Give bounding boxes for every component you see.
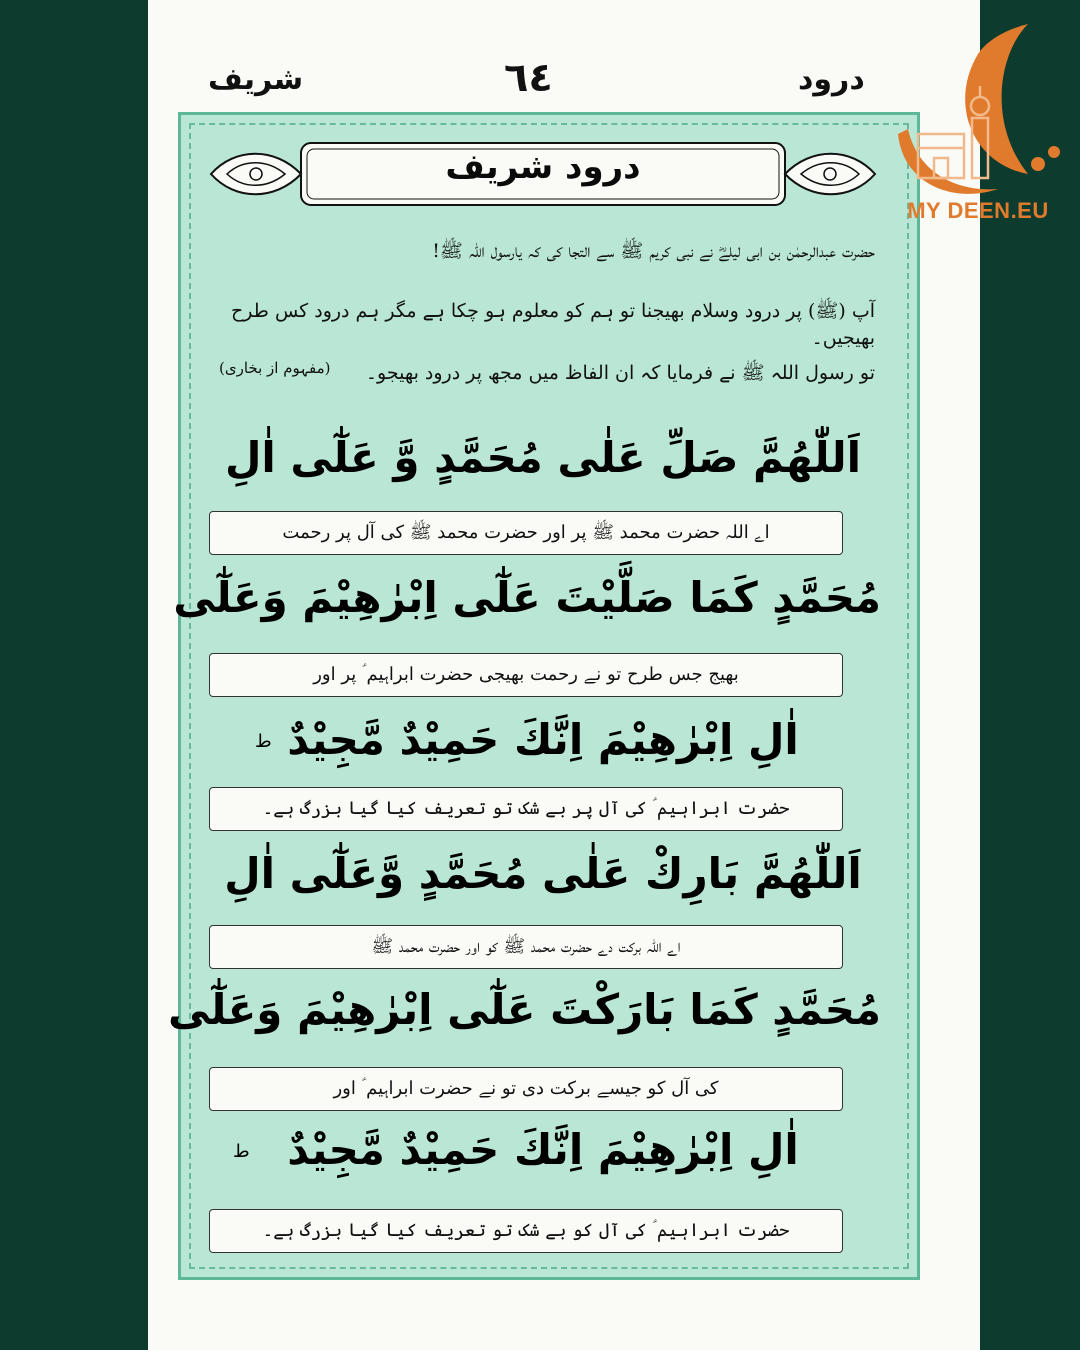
arabic-line-1: اَللّٰهُمَّ صَلِّ عَلٰى مُحَمَّدٍ وَّ عَلٰٓى اٰلِ [224,433,862,482]
verse-end-mark: ط [233,1141,250,1162]
verse-end-mark: ط [255,731,272,752]
translation-line-4: اے اللہ برکت دے حضرت محمد ﷺ کو اور حضرت محمد ﷺ [209,925,843,969]
running-head-right: درود [798,62,865,97]
intro-line-1: حضرت عبدالرحمٰن بن ابی لیلےؓ نے نبی کریم ﷺ سے التجا کی کہ یارسول اللہ ﷺ! [432,240,875,262]
translation-line-3: حضرت ابراہیم ؑ کی آل پر بے شک تو تعریف کیا گیا بزرگ ہے۔ [209,787,843,831]
page-number: ٦٤ [504,55,553,101]
arabic-line-4: اَللّٰهُمَّ بَارِكْ عَلٰى مُحَمَّدٍ وَّعَلٰٓى اٰلِ [224,849,862,898]
arabic-line-6: اٰلِ اِبْرٰهِيْمَ اِنَّكَ حَمِيْدٌ مَّجِيْدٌ [287,1125,799,1174]
hadith-reference: (مفہوم از بخاری) [219,359,331,377]
intro-line-3: تو رسول اللہ ﷺ نے فرمایا کہ ان الفاظ میں مجھ پر درود بھیجو۔ [365,362,875,384]
translation-line-2: بھیج جس طرح تو نے رحمت بھیجی حضرت ابراہیم ؑ پر اور [209,653,843,697]
arabic-line-2: مُحَمَّدٍ كَمَا صَلَّيْتَ عَلٰٓى اِبْرٰهِيْمَ وَعَلٰٓى [173,573,881,622]
arabic-line-5: مُحَمَّدٍ كَمَا بَارَكْتَ عَلٰٓى اِبْرٰهِيْمَ وَعَلٰٓى [167,985,881,1034]
translation-line-6: حضرت ابراہیم ؑ کی آل کو بے شک تو تعریف کیا گیا بزرگ ہے۔ [209,1209,843,1253]
ornamental-frame [167,112,920,1280]
book-page [148,0,980,1350]
logo-text: MY DEEN.EU [907,198,1049,223]
translation-line-1: اے اللہ حضرت محمد ﷺ پر اور حضرت محمد ﷺ کی آل پر رحمت [209,511,843,555]
page-title: درود شریف [445,147,641,187]
title-banner [205,137,881,211]
arabic-line-3: اٰلِ اِبْرٰهِيْمَ اِنَّكَ حَمِيْدٌ مَّجِيْدٌ [287,715,799,764]
running-head-left: شریف [208,62,304,97]
translation-line-5: کی آل کو جیسے برکت دی تو نے حضرت ابراہیم ؑ اور [209,1067,843,1111]
intro-line-2: آپ (ﷺ) پر درود وسلام بھیجنا تو ہم کو معلوم ہو چکا ہے مگر ہم درود کس طرح بھیجیں۔ [231,300,875,349]
